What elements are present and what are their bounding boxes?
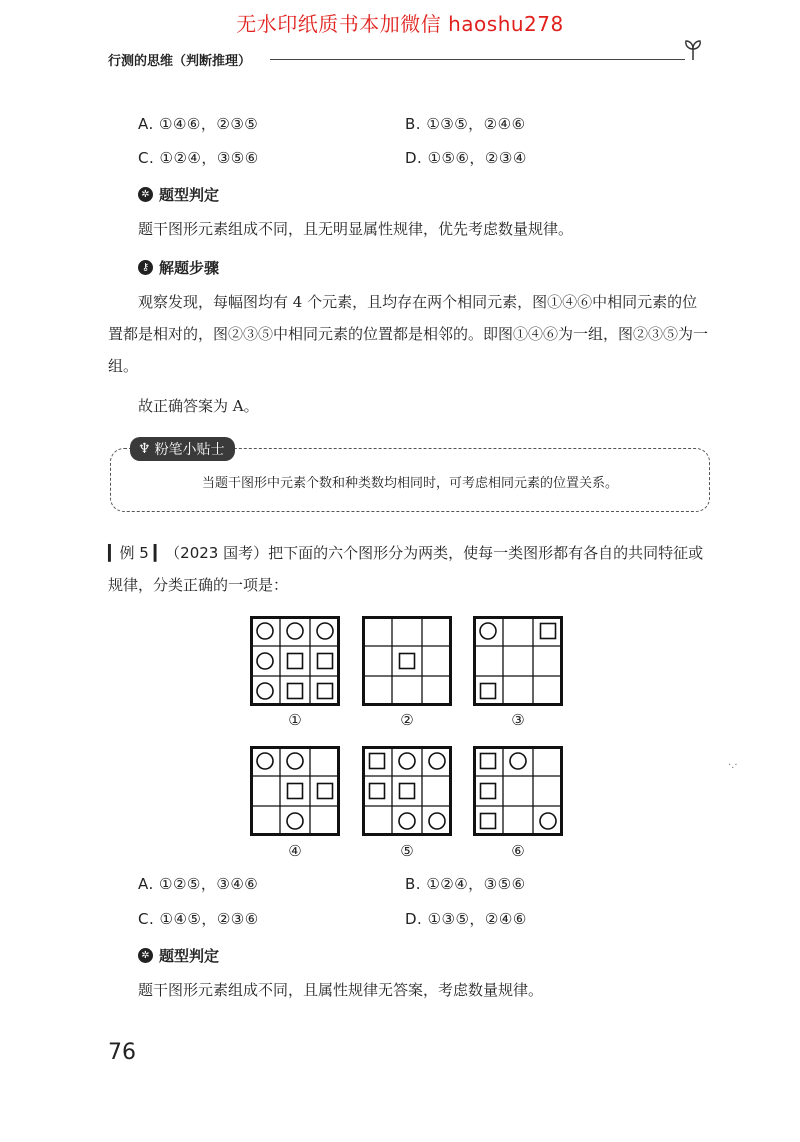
figure-5 — [362, 746, 452, 836]
figure-1 — [250, 616, 340, 706]
scan-speck: ·.· — [728, 760, 738, 771]
example-title: ▎例 5 ▎（2023 国考）把下面的六个图形分为两类，使每一类图形都有各自的共同特征或规律，分类正确的一项是： — [108, 544, 704, 594]
tip-badge-label: 粉笔小贴士 — [154, 442, 225, 458]
prev-option-b: B. ①③⑤，②④⑥ — [405, 115, 526, 133]
figure-3-label: ③ — [511, 711, 525, 729]
circle-shape — [287, 753, 303, 769]
gear-icon: ✲ — [138, 187, 153, 202]
gear-icon: ✲ — [138, 948, 153, 963]
prev-steps-heading-label: 解题步骤 — [159, 259, 220, 277]
key-icon: ⚷ — [138, 260, 153, 275]
square-shape — [400, 784, 415, 799]
square-shape — [481, 814, 496, 829]
tip-text: 当题干图形中元素个数和种类数均相同时，可考虑相同元素的位置关系。 — [201, 476, 618, 491]
square-shape — [541, 624, 556, 639]
sprout-icon — [680, 36, 706, 62]
circle-shape — [510, 753, 526, 769]
circle-shape — [287, 813, 303, 829]
running-header-title: 行测的思维（判断推理） — [108, 54, 252, 69]
circle-shape — [540, 813, 556, 829]
circle-shape — [317, 623, 333, 639]
watermark-text: 无水印纸质书本加微信 haoshu278 — [236, 12, 564, 36]
figure-4-label: ④ — [288, 842, 302, 860]
example-type-text: 题干图形元素组成不同，且属性规律无答案，考虑数量规律。 — [138, 981, 544, 999]
prev-option-c: C. ①②④，③⑤⑥ — [138, 149, 259, 167]
page-number: 76 — [108, 1040, 136, 1065]
circle-shape — [287, 623, 303, 639]
circle-shape — [257, 653, 273, 669]
square-shape — [370, 754, 385, 769]
grid-frame — [252, 748, 339, 835]
square-shape — [288, 784, 303, 799]
figure-2-label: ② — [400, 711, 414, 729]
example-option-c: C. ①④⑤，②③⑥ — [138, 910, 259, 928]
figure-2 — [362, 616, 452, 706]
prev-option-a: A. ①④⑥，②③⑤ — [138, 115, 259, 133]
circle-shape — [257, 623, 273, 639]
circle-shape — [257, 753, 273, 769]
prev-steps-text: 观察发现，每幅图均有 4 个元素，且均存在两个相同元素，图①④⑥中相同元素的位置都是相对的，图②③⑤中相同元素的位置都是相邻的。即图①④⑥为一组，图②③⑤为一组。 — [108, 293, 709, 375]
example-option-d: D. ①③⑤，②④⑥ — [405, 910, 527, 928]
example-option-a: A. ①②⑤，③④⑥ — [138, 875, 259, 893]
example-option-b: B. ①②④，③⑤⑥ — [405, 875, 526, 893]
figure-3 — [473, 616, 563, 706]
grid-frame — [364, 748, 451, 835]
circle-shape — [399, 813, 415, 829]
square-shape — [370, 784, 385, 799]
figure-6 — [473, 746, 563, 836]
header-divider — [270, 59, 685, 60]
prev-type-heading-label: 题型判定 — [159, 186, 220, 204]
figure-5-label: ⑤ — [400, 842, 414, 860]
sprout-small-icon: ♆ — [138, 441, 151, 457]
example-type-heading-label: 题型判定 — [159, 947, 220, 965]
grid-frame — [252, 618, 339, 705]
example-type-heading — [138, 945, 219, 966]
circle-shape — [429, 813, 445, 829]
circle-shape — [399, 753, 415, 769]
grid-frame — [364, 618, 451, 705]
circle-shape — [429, 753, 445, 769]
prev-answer-text: 故正确答案为 A。 — [138, 397, 259, 415]
square-shape — [288, 684, 303, 699]
figure-6-label: ⑥ — [511, 842, 525, 860]
figure-4 — [250, 746, 340, 836]
grid-frame — [475, 618, 562, 705]
square-shape — [318, 654, 333, 669]
prev-type-text: 题干图形元素组成不同，且无明显属性规律，优先考虑数量规律。 — [138, 220, 574, 238]
square-shape — [400, 654, 415, 669]
prev-type-heading — [138, 184, 219, 205]
square-shape — [481, 684, 496, 699]
circle-shape — [257, 683, 273, 699]
circle-shape — [480, 623, 496, 639]
square-shape — [481, 754, 496, 769]
square-shape — [481, 784, 496, 799]
square-shape — [318, 784, 333, 799]
square-shape — [318, 684, 333, 699]
figure-1-label: ① — [288, 711, 302, 729]
square-shape — [288, 654, 303, 669]
prev-option-d: D. ①⑤⑥，②③④ — [405, 149, 527, 167]
prev-steps-heading — [138, 257, 219, 278]
tip-badge — [130, 437, 235, 461]
grid-frame — [475, 748, 562, 835]
